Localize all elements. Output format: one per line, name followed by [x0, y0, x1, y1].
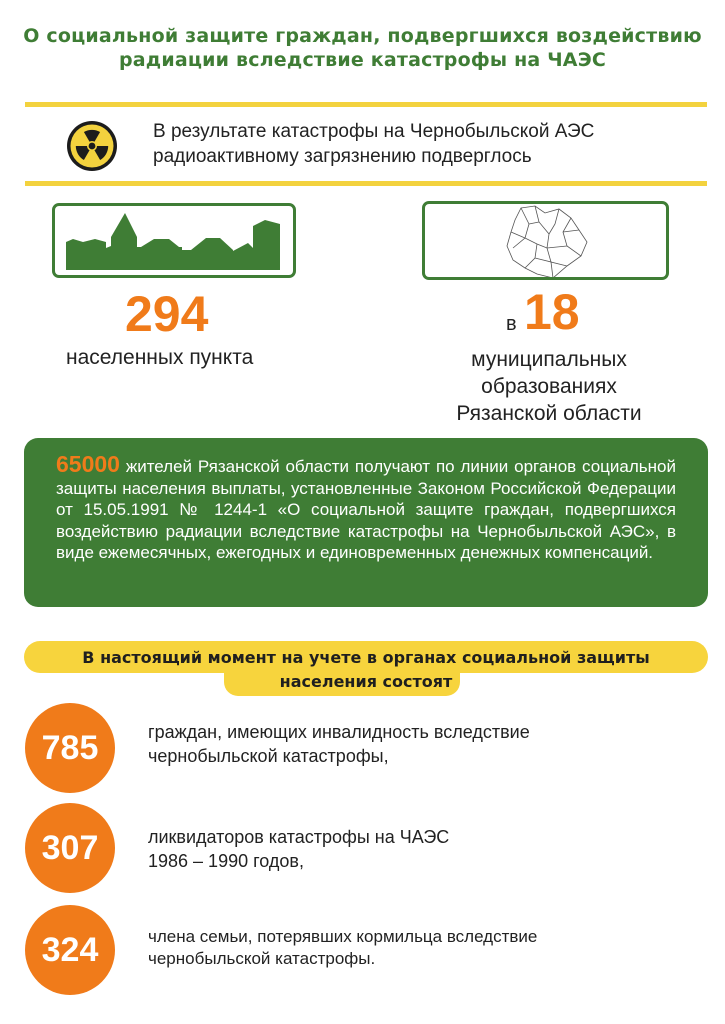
- town-frame: [52, 203, 296, 278]
- disabled-count-badge: 785: [25, 703, 115, 793]
- municipalities-label: [420, 346, 678, 427]
- registered-banner-text: [24, 646, 708, 694]
- family-description: [148, 926, 688, 970]
- town-silhouette-icon: [55, 206, 293, 275]
- liquidators-line-2: 1986 – 1990 годов,: [148, 851, 304, 871]
- intro-text: [153, 119, 693, 169]
- page-title: [20, 24, 705, 72]
- residents-text: жителей Рязанской области получают по линии органов социальной защиты населения выплаты, установленные Законом Российской Федерации от 15.05.1991 № 1244-1 «О социальной защите граждан, подвергшихся воздействию радиации вследствие катастрофы на Чернобыльской АЭС», в виде ежемесячных, ежегодных и единовременных денежных компенсаций.: [56, 457, 676, 562]
- banner-line-2: населения состоят: [279, 672, 453, 691]
- intro-line-2: радиоактивному загрязнению подверглось: [153, 146, 532, 167]
- liquidators-count-badge: 307: [25, 803, 115, 893]
- municipalities-prefix: в: [506, 313, 517, 335]
- liquidators-line-1: ликвидаторов катастрофы на ЧАЭС: [148, 827, 450, 847]
- family-line-2: чернобыльской катастрофы.: [148, 949, 376, 968]
- map-frame: [422, 201, 669, 280]
- family-line-1: члена семьи, потерявших кормильца вследствие: [148, 927, 538, 946]
- top-divider: [25, 102, 707, 107]
- radiation-icon: [66, 120, 118, 172]
- municipalities-label-line-3: Рязанской области: [456, 402, 642, 425]
- liquidators-description: [148, 825, 688, 873]
- settlements-count: 294: [125, 286, 209, 342]
- municipalities-label-line-2: образованиях: [481, 375, 617, 398]
- disabled-description: [148, 720, 688, 768]
- bottom-divider: [25, 181, 707, 186]
- disabled-line-2: чернобыльской катастрофы,: [148, 746, 389, 766]
- region-map-icon: [425, 204, 666, 277]
- disabled-line-1: граждан, имеющих инвалидность вследствие: [148, 722, 530, 742]
- banner-line-1: В настоящий момент на учете в органах социальной защиты: [82, 648, 650, 667]
- intro-line-1: В результате катастрофы на Чернобыльской АЭС: [153, 121, 595, 142]
- residents-count: 65000: [56, 451, 120, 477]
- family-count-badge: 324: [25, 905, 115, 995]
- residents-info-box: [24, 438, 708, 607]
- municipalities-count: 18: [524, 284, 580, 340]
- title-line-1: О социальной защите граждан, подвергшихся воздействию: [23, 25, 702, 47]
- municipalities-label-line-1: муниципальных: [471, 348, 627, 371]
- settlements-label: населенных пункта: [66, 346, 254, 369]
- title-line-2: радиации вследствие катастрофы на ЧАЭС: [118, 49, 606, 71]
